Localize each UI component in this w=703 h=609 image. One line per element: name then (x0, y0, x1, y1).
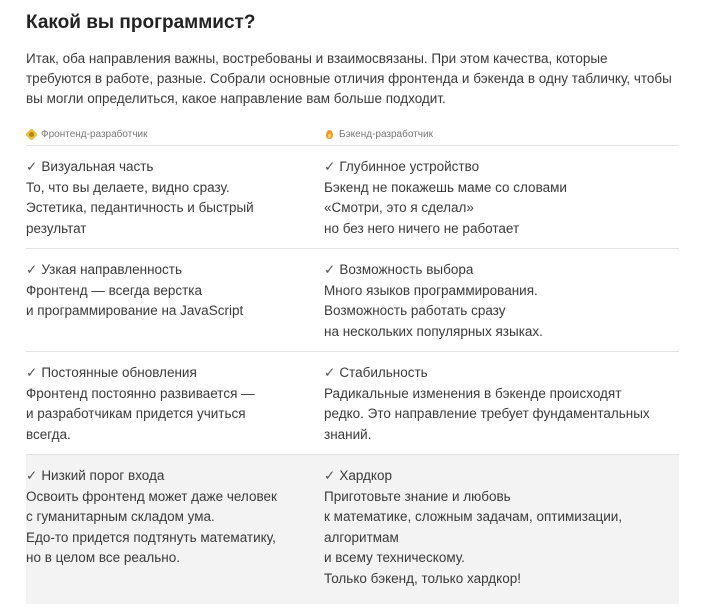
cell-text-line: редко. Это направление требует фундаментальных (324, 406, 650, 421)
cell-text-line: с гуманитарным складом ума. (26, 509, 215, 524)
table-cell-backend (324, 157, 679, 248)
cell-text-line: на нескольких популярных языках. (324, 323, 543, 339)
column-header-label: Бэкенд-разработчик (339, 128, 433, 140)
cell-heading-text: Постоянные обновления (41, 365, 197, 380)
check-icon: ✓ (324, 365, 336, 380)
table-cell-backend (324, 466, 679, 604)
table-cell-frontend (26, 466, 324, 604)
check-icon: ✓ (324, 159, 336, 174)
check-icon: ✓ (26, 468, 38, 483)
cell-text-line: Эстетика, педантичность и быстрый (26, 200, 254, 215)
cell-text-line: и разработчикам придется учиться (26, 406, 246, 421)
cell-text-line: к математике, сложным задачам, оптимизации, (324, 509, 623, 524)
cell-text-line: «Смотри, это я сделал» (324, 200, 474, 215)
cell-text-line: Приготовьте знание и любовь (324, 488, 511, 504)
cell-text-line: Едо-то придется подтянуть математику, (26, 529, 276, 545)
cell-text-line: То, что вы делаете, видно сразу. (26, 179, 230, 195)
check-icon: ✓ (324, 262, 336, 277)
cell-text-line: всегда. (26, 426, 71, 442)
cell-text-line: алгоритмам (324, 529, 399, 545)
table-row (26, 145, 679, 248)
cell-heading-text: Низкий порог входа (41, 468, 165, 483)
sparkle-icon (26, 129, 37, 140)
cell-heading-text: Хардкор (339, 468, 392, 483)
column-header-frontend (26, 129, 324, 140)
cell-heading-text: Визуальная часть (41, 159, 154, 174)
cell-text-line: Фронтенд постоянно развивается — (26, 385, 255, 401)
cell-text-line: но в целом все реально. (26, 550, 181, 565)
cell-text-line: и программирование на JavaScript (26, 303, 244, 318)
cell-text-line: но без него ничего не работает (324, 220, 520, 236)
cell-text-line: Бэкенд не покажешь маме со словами (324, 179, 567, 195)
cell-heading (324, 260, 671, 281)
cell-heading (26, 260, 314, 281)
cell-text-line: Много языков программирования. (324, 282, 538, 298)
table-row (26, 351, 679, 454)
cell-heading-text: Стабильность (339, 365, 428, 380)
check-icon: ✓ (26, 159, 38, 174)
cell-heading (324, 466, 671, 487)
table-row (26, 248, 679, 351)
cell-heading (324, 363, 671, 384)
comparison-table (26, 145, 679, 604)
table-cell-frontend (26, 260, 324, 351)
check-icon: ✓ (26, 365, 38, 380)
cell-text-line: знаний. (324, 426, 372, 442)
table-cell-backend (324, 363, 679, 454)
cell-heading (324, 157, 671, 178)
table-cell-frontend (26, 363, 324, 454)
table-cell-frontend (26, 157, 324, 248)
table-header (26, 126, 679, 142)
cell-heading-text: Глубинное устройство (339, 159, 480, 174)
cell-text-line: Фронтенд — всегда верстка (26, 282, 203, 298)
table-row (26, 454, 679, 604)
column-header-backend (324, 129, 664, 140)
fire-icon (324, 129, 335, 140)
cell-text-line: Только бэкенд, только хардкор! (324, 570, 521, 586)
check-icon: ✓ (26, 262, 38, 277)
check-icon: ✓ (324, 468, 336, 483)
table-cell-backend (324, 260, 679, 351)
section-title: Какой вы программист? (26, 12, 256, 33)
cell-heading (26, 157, 314, 178)
cell-text-line: результат (26, 220, 87, 236)
cell-heading-text: Возможность выбора (339, 262, 474, 277)
cell-heading (26, 466, 314, 487)
cell-text-line: Освоить фронтенд может даже человек (26, 488, 277, 504)
cell-text-line: Радикальные изменения в бэкенде происходят (324, 385, 622, 401)
cell-heading (26, 363, 314, 384)
cell-text-line: Возможность работать сразу (324, 303, 506, 318)
intro-paragraph: Итак, оба направления важны, востребованы и взаимосвязаны. При этом качества, которые требуются в работе, разные. Собрали основные отличия фронтенда и бэкенда в одну табличку, чтобы вы могли определиться, какое направление вам больше подходит. (26, 51, 672, 106)
cell-heading-text: Узкая направленность (41, 262, 183, 277)
column-header-label: Фронтенд-разработчик (41, 128, 148, 140)
cell-text-line: и всему техническому. (324, 550, 465, 565)
